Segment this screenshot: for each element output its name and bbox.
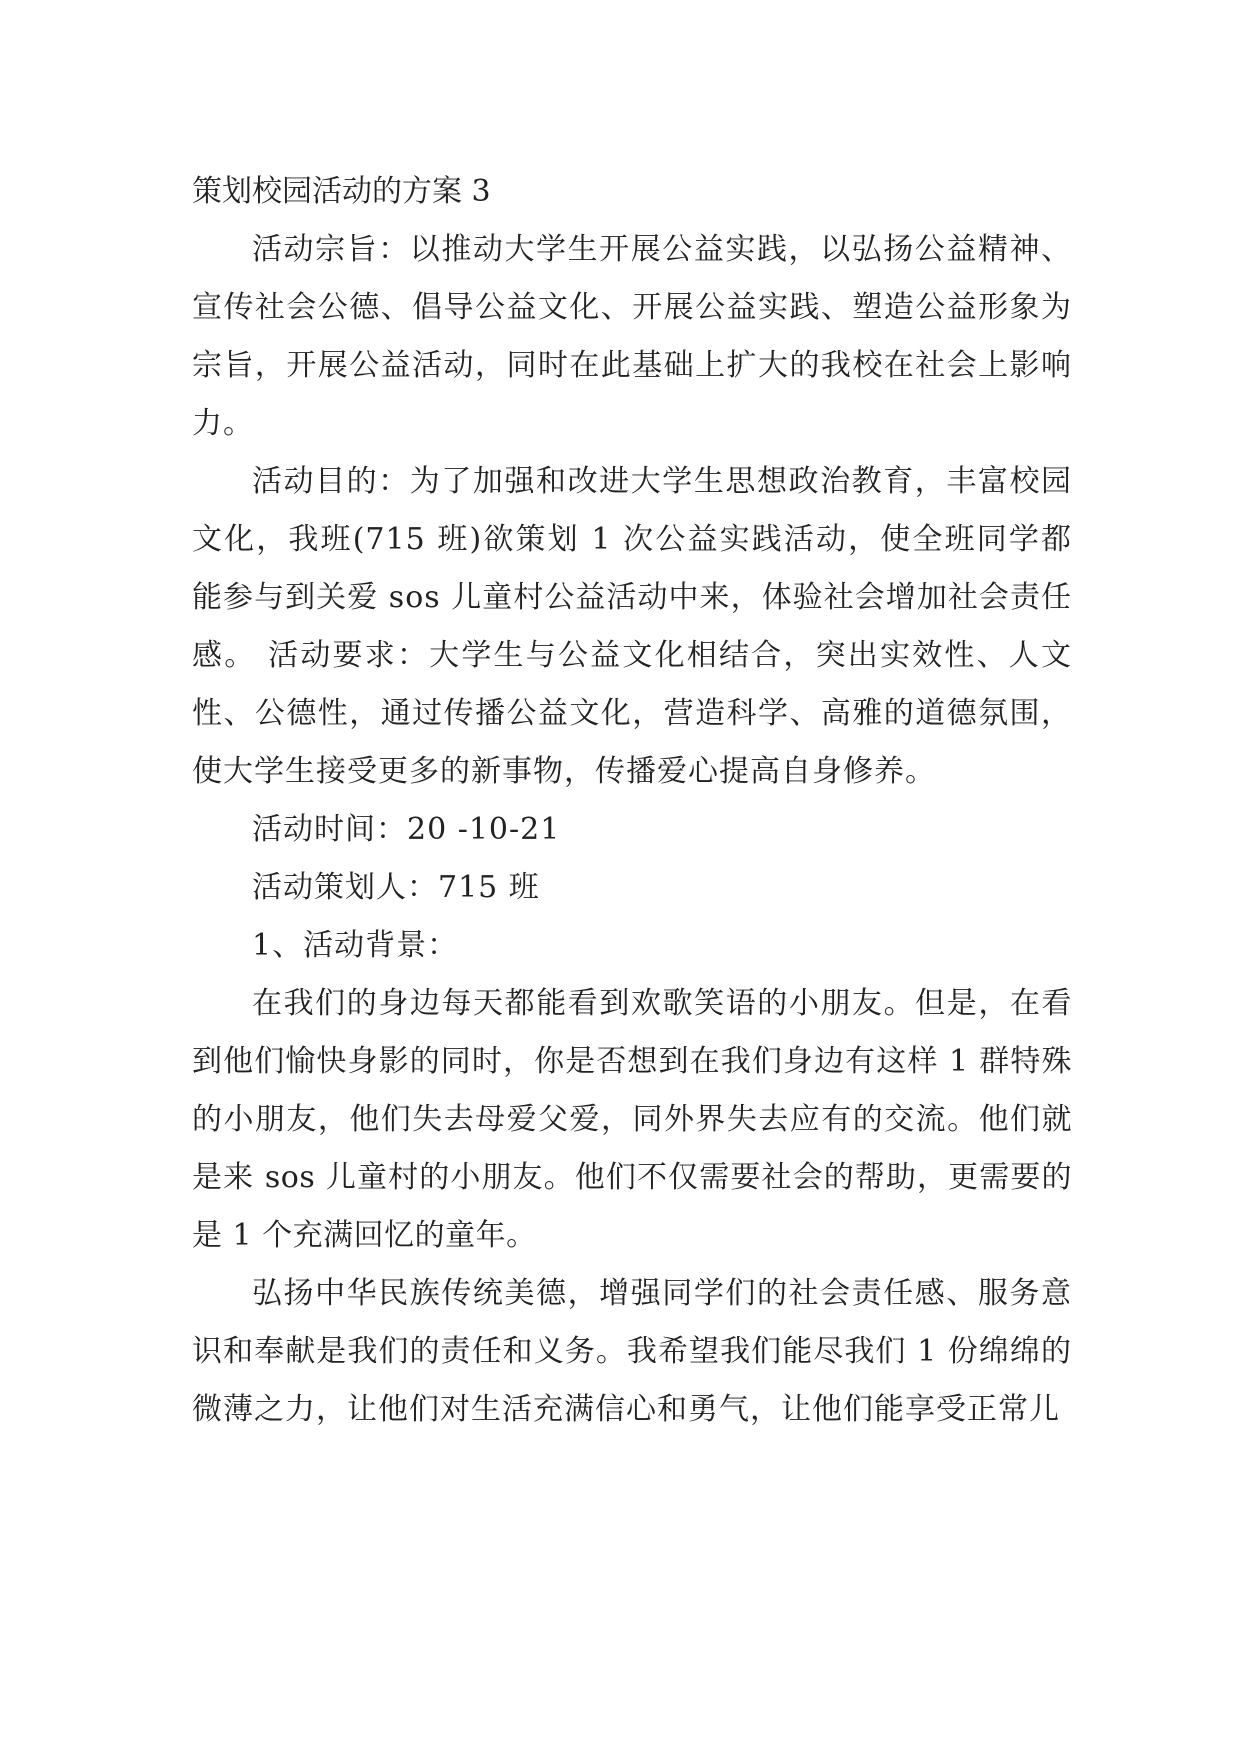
paragraph-goal: 活动目的：为了加强和改进大学生思想政治教育，丰富校园文化，我班(715 班)欲策划 1 次公益实践活动，使全班同学都能参与到关爱 sos 儿童村公益活动中来，体验社会增加社会责任感。 活动要求：大学生与公益文化相结合，突出实效性、人文性、公德性，通过传播公益文化，营造科学、高雅的道德氛围，使大学生接受更多的新事物，传播爱心提高自身修养。 (192, 464, 1072, 789)
paragraph-virtue: 弘扬中华民族传统美德，增强同学们的社会责任感、服务意识和奉献是我们的责任和义务。我希望我们能尽我们 1 份绵绵的微薄之力，让他们对生活充满信心和勇气，让他们能享受正常儿 (192, 1276, 1072, 1427)
section-heading-background: 1、活动背景： (252, 928, 459, 963)
document-title: 策划校园活动的方案 3 (192, 174, 491, 209)
paragraph-time: 活动时间：20 -10-21 (252, 812, 561, 847)
document-body (192, 163, 1072, 1439)
paragraph-planner: 活动策划人：715 班 (252, 870, 540, 905)
paragraph-background: 在我们的身边每天都能看到欢歌笑语的小朋友。但是，在看到他们愉快身影的同时，你是否想到在我们身边有这样 1 群特殊的小朋友，他们失去母爱父爱，同外界失去应有的交流。他们就是来 sos 儿童村的小朋友。他们不仅需要社会的帮助，更需要的是 1 个充满回忆的童年。 (192, 986, 1072, 1253)
paragraph-purpose: 活动宗旨：以推动大学生开展公益实践，以弘扬公益精神、宣传社会公德、倡导公益文化、开展公益实践、塑造公益形象为宗旨，开展公益活动，同时在此基础上扩大的我校在社会上影响力。 (192, 232, 1072, 441)
